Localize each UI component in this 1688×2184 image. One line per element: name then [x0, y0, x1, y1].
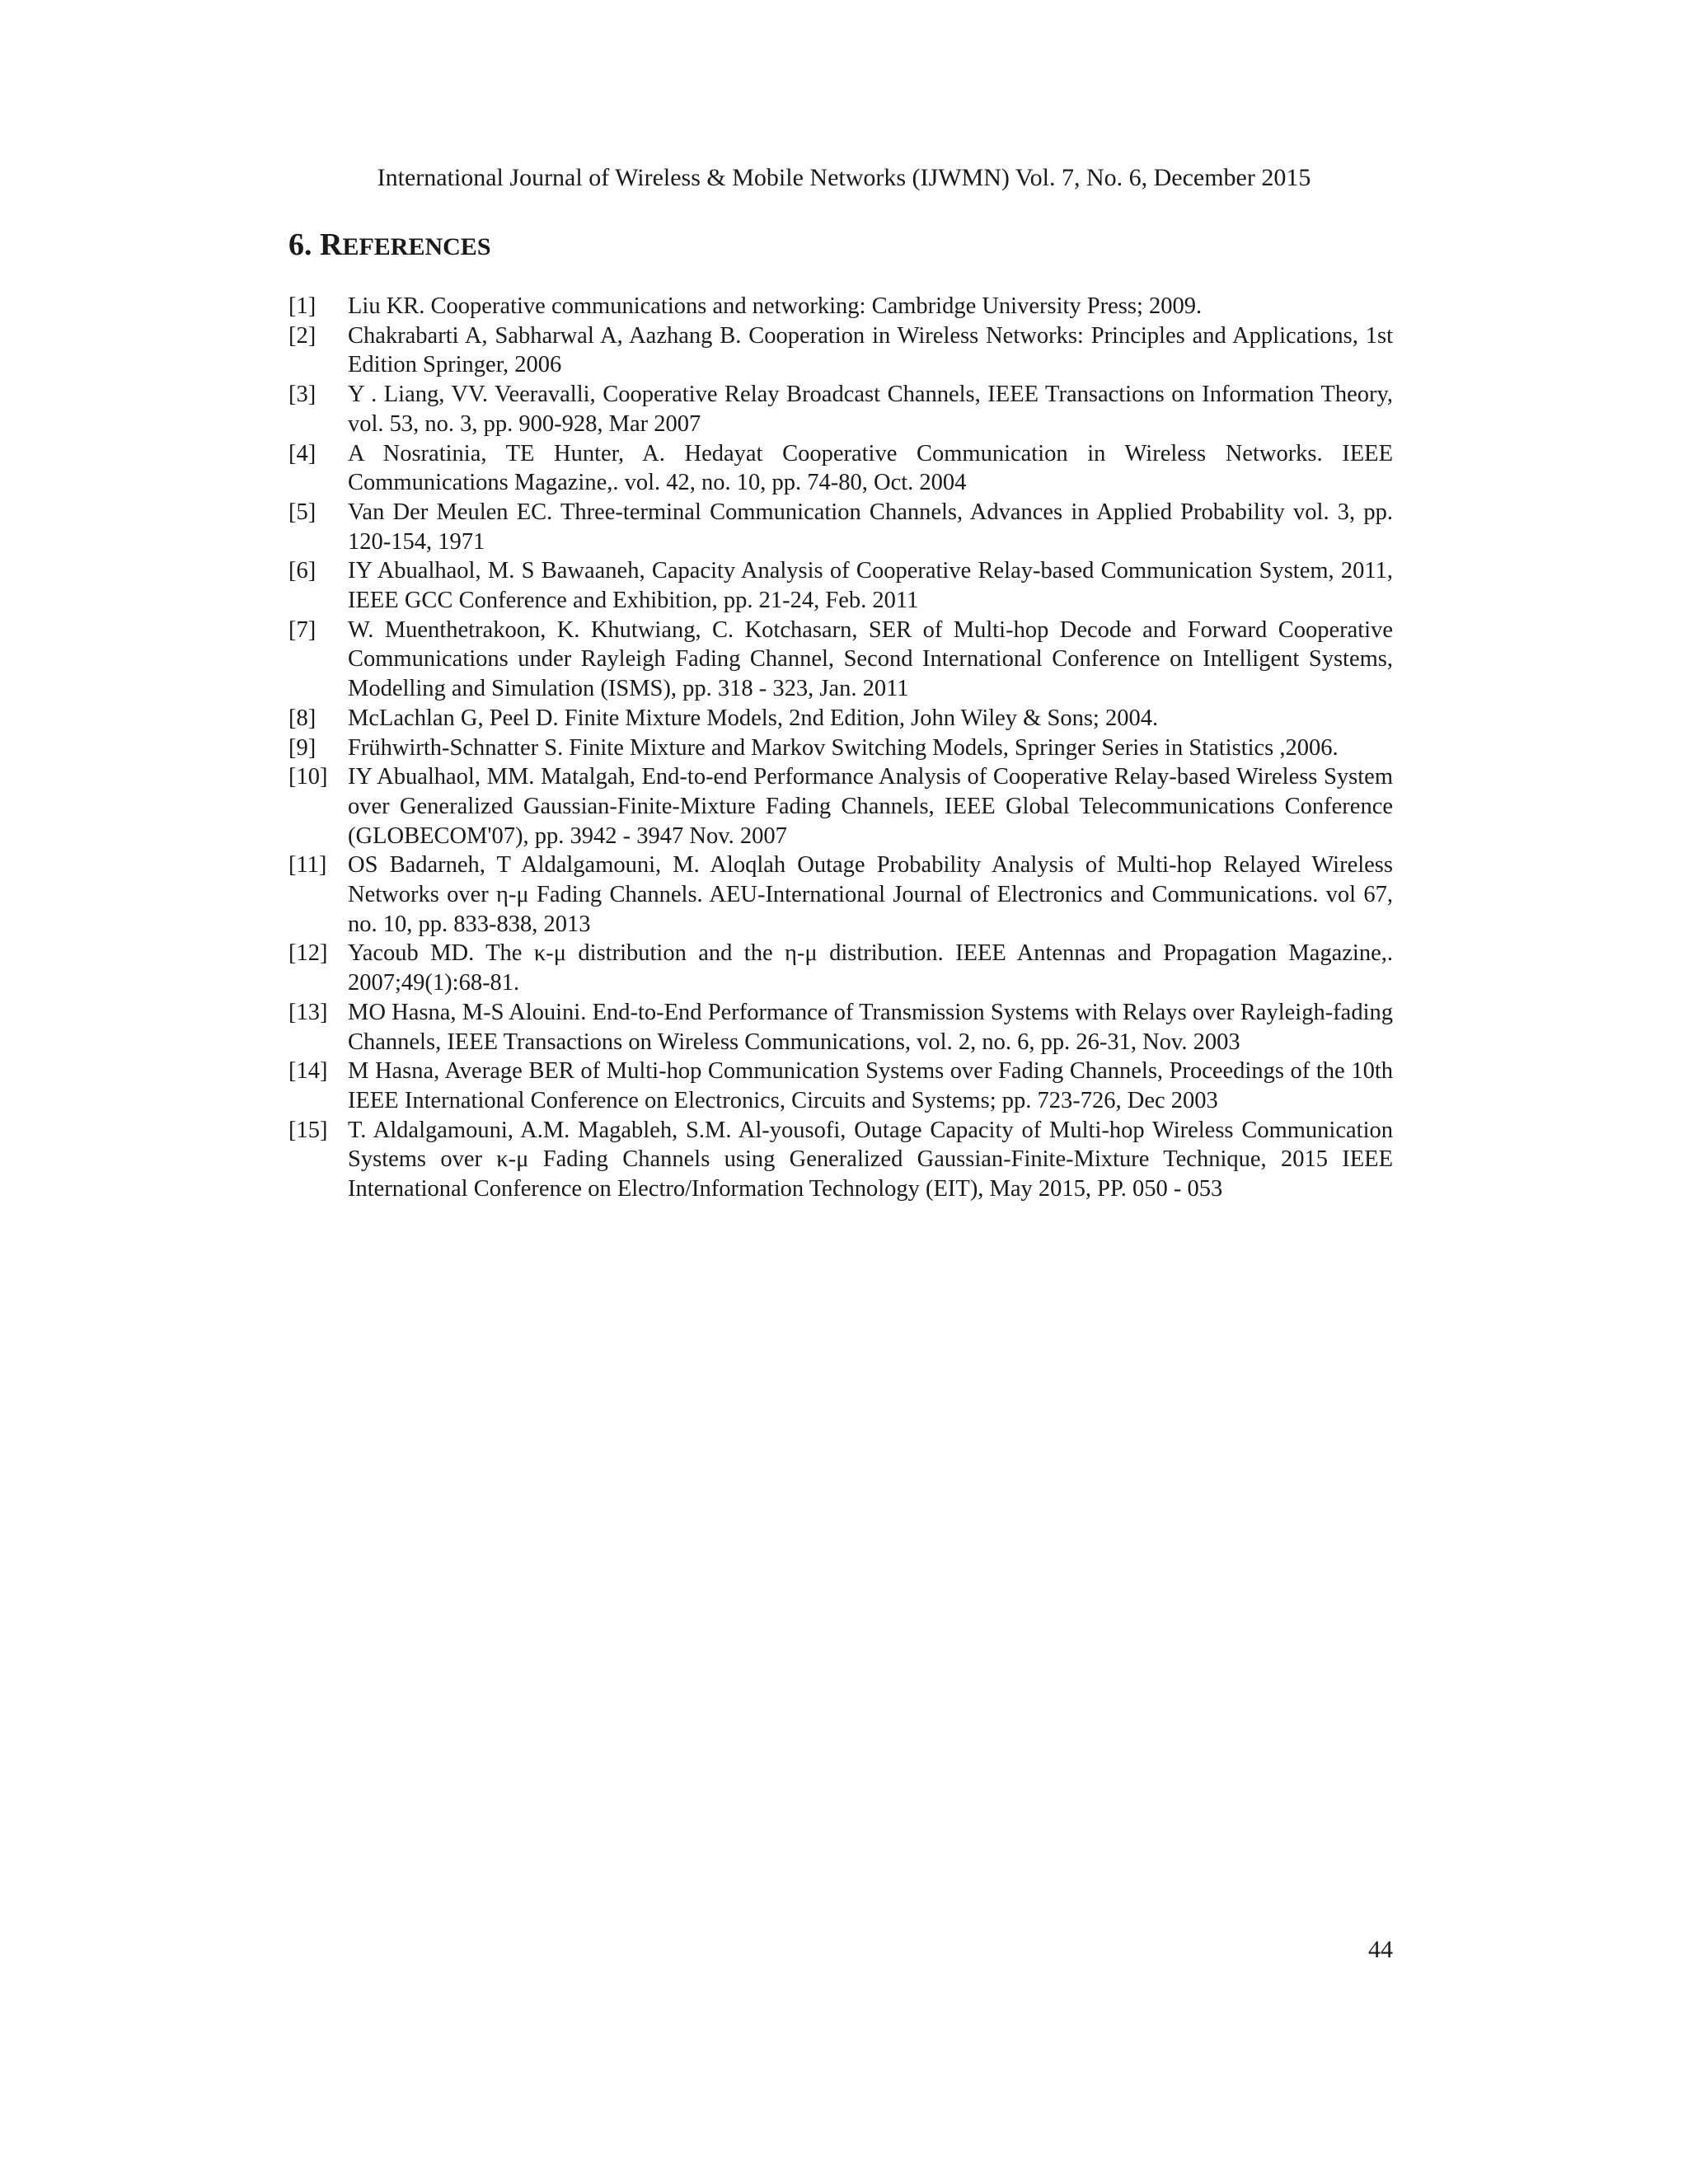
reference-text: M Hasna, Average BER of Multi-hop Communication Systems over Fading Channels, Proceedings of the 10th IEEE International Conference on Electronics, Circuits and Systems; pp. 723-726, Dec 2003 [348, 1058, 1393, 1113]
reference-number: [5] [288, 499, 316, 525]
reference-text: IY Abualhaol, M. S Bawaaneh, Capacity Analysis of Cooperative Relay-based Communication System, 2011, IEEE GCC Conference and Exhibition, pp. 21-24, Feb. 2011 [348, 558, 1393, 614]
reference-number: [6] [288, 558, 316, 584]
reference-item [288, 616, 1393, 704]
reference-number: [13] [288, 999, 328, 1025]
reference-text: Yacoub MD. The κ-μ distribution and the η-μ distribution. IEEE Antennas and Propagation Magazine,. 2007;49(1):68-81. [348, 940, 1393, 996]
reference-item [288, 998, 1393, 1057]
reference-text: MO Hasna, M-S Alouini. End-to-End Performance of Transmission Systems with Relays over Rayleigh-fading Channels, IEEE Transactions on Wireless Communications, vol. 2, no. 6, pp. 26-31, Nov. 2003 [348, 999, 1393, 1055]
reference-text: IY Abualhaol, MM. Matalgah, End-to-end Performance Analysis of Cooperative Relay-based Wireless System over Generalized Gaussian-Finite-Mixture Fading Channels, IEEE Global Telecommunications Conference (GLOBECOM'07), pp. 3942 - 3947 Nov. 2007 [348, 764, 1393, 849]
reference-text: Liu KR. Cooperative communications and networking: Cambridge University Press; 2009. [348, 293, 1203, 319]
reference-number: [9] [288, 734, 316, 761]
reference-text: Y . Liang, VV. Veeravalli, Cooperative Relay Broadcast Channels, IEEE Transactions on Information Theory, vol. 53, no. 3, pp. 900-928, Mar 2007 [348, 382, 1393, 437]
reference-text: OS Badarneh, T Aldalgamouni, M. Aloqlah Outage Probability Analysis of Multi-hop Relayed Wireless Networks over η-μ Fading Channels. AEU-International Journal of Electronics and Communications. vol 67, no. 10, pp. 833-838, 2013 [348, 852, 1393, 937]
reference-item [288, 380, 1393, 438]
reference-number: [1] [288, 293, 316, 319]
reference-item [288, 851, 1393, 939]
reference-text: W. Muenthetrakoon, K. Khutwiang, C. Kotchasarn, SER of Multi-hop Decode and Forward Cooperative Communications under Rayleigh Fading Channel, Second International Conference on Intelligent Systems, Modelling and Simulation (ISMS), pp. 318 - 323, Jan. 2011 [348, 616, 1393, 702]
reference-list [288, 292, 1393, 1204]
reference-number: [4] [288, 440, 316, 466]
reference-item [288, 762, 1393, 851]
reference-item [288, 556, 1393, 615]
reference-number: [11] [288, 852, 327, 879]
reference-number: [2] [288, 322, 316, 349]
reference-item [288, 939, 1393, 997]
section-title-initial: R [320, 227, 343, 262]
reference-text: Chakrabarti A, Sabharwal A, Aazhang B. Cooperation in Wireless Networks: Principles and Applications, 1st Edition Springer, 2006 [348, 322, 1393, 378]
section-number: 6. [288, 227, 312, 262]
reference-text: A Nosratinia, TE Hunter, A. Hedayat Cooperative Communication in Wireless Networks. IEEE Communications Magazine,. vol. 42, no. 10, pp. 74-80, Oct. 2004 [348, 440, 1393, 496]
reference-number: [15] [288, 1117, 328, 1143]
reference-text: Frühwirth-Schnatter S. Finite Mixture and Markov Switching Models, Springer Series in Statistics ,2006. [348, 734, 1339, 761]
reference-item [288, 704, 1393, 733]
reference-item [288, 321, 1393, 380]
reference-text: Van Der Meulen EC. Three-terminal Communication Channels, Advances in Applied Probability vol. 3, pp. 120-154, 1971 [348, 499, 1393, 555]
page-number: 44 [1368, 1936, 1393, 1963]
reference-number: [10] [288, 764, 328, 790]
reference-number: [3] [288, 382, 316, 408]
section-heading [288, 224, 491, 268]
reference-number: [12] [288, 940, 328, 967]
reference-item [288, 1116, 1393, 1204]
reference-number: [8] [288, 705, 316, 731]
reference-item [288, 439, 1393, 498]
reference-item [288, 498, 1393, 556]
running-header: International Journal of Wireless & Mobile Networks (IJWMN) Vol. 7, No. 6, December 2015 [377, 164, 1311, 191]
section-title-rest: EFERENCES [342, 233, 491, 260]
reference-text: T. Aldalgamouni, A.M. Magableh, S.M. Al-yousofi, Outage Capacity of Multi-hop Wireless Communication Systems over κ-μ Fading Channels using Generalized Gaussian-Finite-Mixture Technique, 2015 IEEE International Conference on Electro/Information Technology (EIT), May 2015, PP. 050 - 053 [348, 1117, 1393, 1202]
reference-item [288, 292, 1393, 321]
reference-item [288, 733, 1393, 763]
reference-number: [14] [288, 1058, 328, 1085]
reference-item [288, 1057, 1393, 1115]
reference-text: McLachlan G, Peel D. Finite Mixture Models, 2nd Edition, John Wiley & Sons; 2004. [348, 705, 1159, 731]
reference-number: [7] [288, 616, 316, 643]
